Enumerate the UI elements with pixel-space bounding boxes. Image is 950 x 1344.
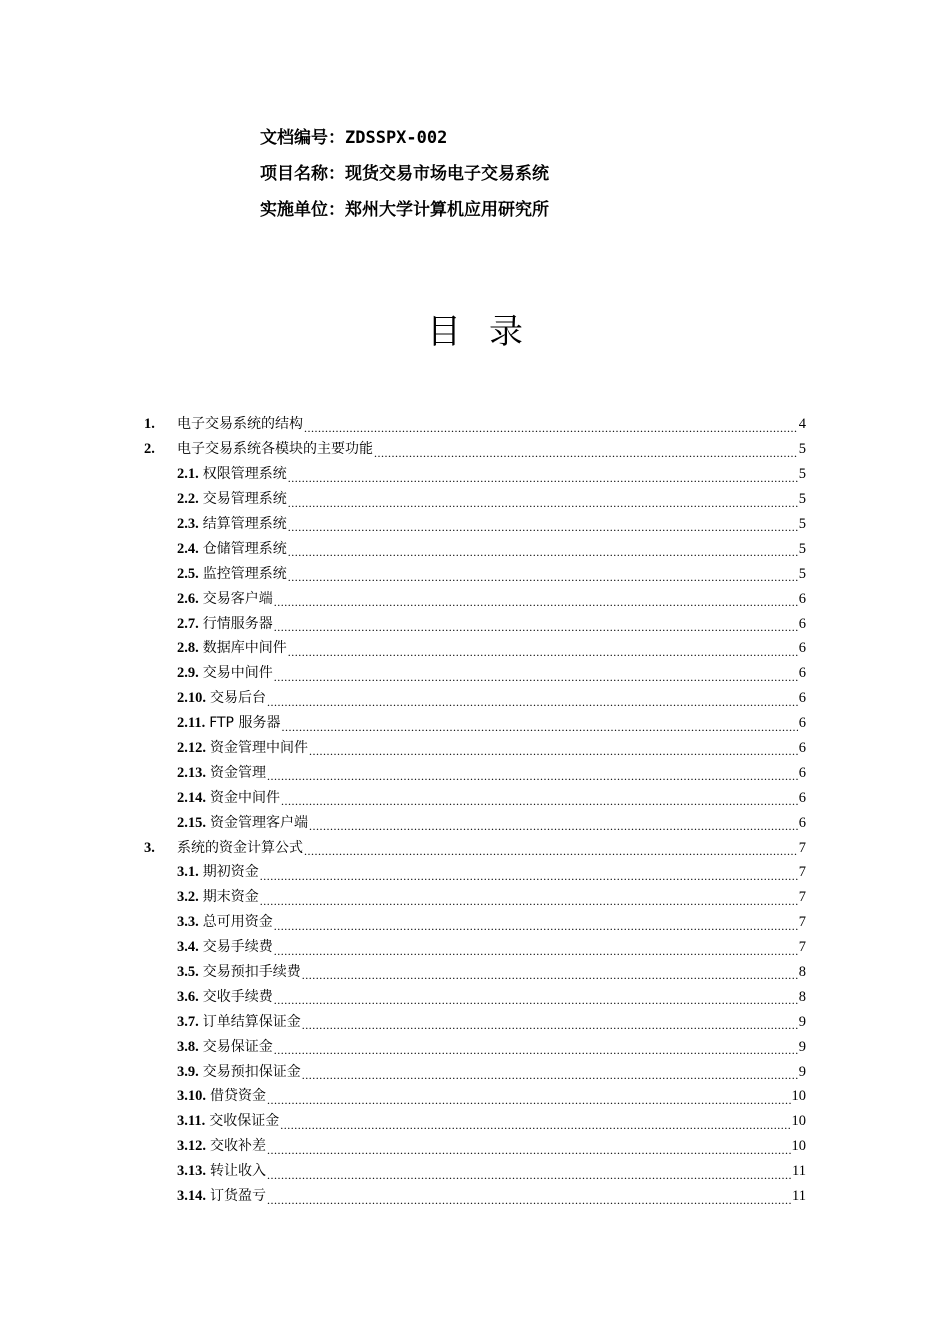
toc-entry-title: 交易管理系统: [202, 491, 287, 508]
toc-entry-title: 行情服务器: [202, 615, 273, 632]
toc-entry-page-number: 10: [791, 1113, 806, 1130]
toc-entry-page-number: 7: [798, 839, 806, 856]
toc-entry-number: 2.8.: [177, 640, 199, 657]
toc-entry[interactable]: [144, 711, 806, 736]
toc-entry-number: 3.3.: [177, 914, 199, 931]
toc-entry[interactable]: [144, 437, 806, 462]
toc-entry-title: 交收手续费: [202, 988, 273, 1005]
toc-entry-page-number: 6: [798, 615, 806, 632]
toc-dot-leader: [274, 1043, 798, 1059]
toc-entry-number: 2.6.: [177, 590, 199, 607]
toc-entry-page-number: 6: [798, 590, 806, 607]
toc-entry-page-number: 8: [798, 988, 806, 1005]
toc-entry-number: 3.: [144, 839, 155, 856]
toc-entry-number: 2.4.: [177, 540, 199, 557]
toc-entry-number: 2.10.: [177, 690, 206, 707]
toc-entry-number: 2.15.: [177, 814, 206, 831]
toc-dot-leader: [267, 1193, 791, 1209]
toc-dot-leader: [304, 844, 798, 860]
toc-entry-number: 2.13.: [177, 764, 206, 781]
toc-dot-leader: [302, 1068, 798, 1084]
toc-entry-title: 期初资金: [202, 864, 259, 881]
toc-entry-number: 3.8.: [177, 1038, 199, 1055]
toc-entry[interactable]: [144, 561, 806, 586]
toc-dot-leader: [288, 520, 798, 536]
toc-entry-number: 3.9.: [177, 1063, 199, 1080]
toc-entry-page-number: 8: [798, 964, 806, 981]
toc-entry-page-number: 6: [798, 715, 806, 732]
toc-entry-page-number: 4: [798, 416, 806, 433]
toc-dot-leader: [288, 570, 798, 586]
toc-entry-title: 订单结算保证金: [202, 1013, 301, 1030]
toc-dot-leader: [281, 794, 798, 810]
toc-entry-page-number: 11: [792, 1188, 806, 1205]
toc-entry[interactable]: [144, 736, 806, 761]
toc-dot-leader: [374, 446, 798, 462]
toc-entry[interactable]: [144, 910, 806, 935]
toc-entry-page-number: 5: [798, 540, 806, 557]
toc-entry-page-number: 6: [798, 789, 806, 806]
toc-entry[interactable]: [144, 1109, 806, 1134]
toc-entry-number: 3.12.: [177, 1138, 206, 1155]
toc-entry-page-number: 6: [798, 640, 806, 657]
toc-dot-leader: [288, 471, 798, 487]
toc-entry-page-number: 9: [798, 1013, 806, 1030]
toc-entry[interactable]: [144, 885, 806, 910]
implementing-unit-line: [260, 199, 549, 235]
toc-dot-leader: [260, 894, 798, 910]
toc-entry-title: 仓储管理系统: [202, 540, 287, 557]
toc-entry-number: 3.2.: [177, 889, 199, 906]
toc-entry-page-number: 6: [798, 740, 806, 757]
toc-dot-leader: [274, 919, 798, 935]
toc-entry-page-number: 9: [798, 1038, 806, 1055]
toc-entry[interactable]: [144, 611, 806, 636]
toc-entry-number: 2.7.: [177, 615, 199, 632]
doc-number-line: [260, 127, 549, 163]
toc-entry-title: 权限管理系统: [202, 466, 287, 483]
toc-entry-title: 交易中间件: [202, 665, 273, 682]
toc-entry-page-number: 5: [798, 441, 806, 458]
toc-entry-title: 资金中间件: [210, 789, 280, 806]
toc-entry-page-number: 10: [791, 1138, 806, 1155]
toc-entry[interactable]: [144, 686, 806, 711]
toc-entry[interactable]: [144, 1059, 806, 1084]
toc-entry-number: 2.12.: [177, 740, 206, 757]
toc-entry[interactable]: [144, 835, 806, 860]
toc-title: 目录: [427, 312, 551, 352]
toc-entry-number: 2.2.: [177, 491, 199, 508]
toc-dot-leader: [260, 869, 798, 885]
toc-entry-page-number: 10: [791, 1088, 806, 1105]
toc-entry-title: 电子交易系统各模块的主要功能: [177, 441, 373, 458]
toc-entry[interactable]: [144, 935, 806, 960]
toc-entry[interactable]: [144, 661, 806, 686]
toc-entry-number: 3.7.: [177, 1013, 199, 1030]
toc-entry-title: 订货盈亏: [210, 1188, 266, 1205]
toc-entry-number: 3.4.: [177, 939, 199, 956]
toc-dot-leader: [281, 720, 797, 736]
toc-entry[interactable]: [144, 536, 806, 561]
doc-number-value: ZDSSPX-002: [345, 128, 448, 148]
toc-entry-page-number: 7: [798, 939, 806, 956]
project-name-line: [260, 163, 549, 199]
toc-entry-page-number: 6: [798, 665, 806, 682]
project-name-value: 现货交易市场电子交易系统: [345, 164, 549, 184]
toc-entry-number: 2.11.: [177, 715, 206, 732]
toc-entry-number: 2.: [144, 441, 155, 458]
toc-entry[interactable]: [144, 487, 806, 512]
toc-entry-title: 电子交易系统的结构: [177, 416, 303, 433]
toc-entry-number: 3.10.: [177, 1088, 206, 1105]
toc-entry-page-number: 5: [798, 491, 806, 508]
toc-dot-leader: [309, 744, 798, 760]
toc-entry-number: 2.3.: [177, 516, 199, 532]
toc-entry-title: 交易后台: [210, 690, 266, 707]
toc-entry-page-number: 9: [798, 1063, 806, 1080]
toc-entry-title: 交易预扣手续费: [202, 964, 301, 981]
toc-entry-page-number: 5: [798, 565, 806, 582]
toc-dot-leader: [274, 620, 798, 636]
toc-dot-leader: [280, 1118, 790, 1134]
toc-entry[interactable]: [144, 960, 806, 985]
toc-entry-page-number: 7: [798, 864, 806, 881]
toc-dot-leader: [267, 1143, 791, 1159]
toc-entry-number: 3.6.: [177, 988, 199, 1005]
toc-entry-number: 2.14.: [177, 789, 206, 806]
toc-entry-number: 3.11.: [177, 1113, 206, 1130]
toc-entry[interactable]: [144, 810, 806, 835]
toc-entry[interactable]: [144, 785, 806, 810]
toc-entry-title: 资金管理客户端: [210, 814, 308, 831]
toc-entry-page-number: 11: [792, 1163, 806, 1180]
toc-entry-title: 结算管理系统: [202, 516, 287, 532]
toc-entry[interactable]: [144, 860, 806, 885]
toc-entry-number: 3.14.: [177, 1188, 206, 1205]
toc-entry[interactable]: [144, 984, 806, 1009]
toc-entry-number: 3.5.: [177, 964, 199, 981]
toc-entry[interactable]: [144, 1084, 806, 1109]
implementing-unit-value: 郑州大学计算机应用研究所: [345, 200, 549, 220]
toc-entry-title: 系统的资金计算公式: [177, 839, 303, 856]
toc-entry-title: 交收保证金: [209, 1113, 280, 1130]
toc-entry[interactable]: [144, 1159, 806, 1184]
toc-entry-title: 监控管理系统: [202, 565, 287, 582]
toc-entry-number: 2.1.: [177, 466, 199, 483]
toc-entry-page-number: 6: [798, 764, 806, 781]
project-name-label: 项目名称：: [260, 164, 345, 184]
toc-dot-leader: [274, 595, 798, 611]
toc-entry-title: 数据库中间件: [202, 640, 287, 657]
toc-entry-page-number: 7: [798, 914, 806, 931]
toc-entry[interactable]: [144, 1134, 806, 1159]
toc-dot-leader: [288, 645, 798, 661]
toc-dot-leader: [302, 968, 798, 984]
toc-entry-title: 资金管理: [210, 764, 266, 781]
toc-entry-number: 3.13.: [177, 1163, 206, 1180]
toc-entry-page-number: 7: [798, 889, 806, 906]
toc-entry-title: 转让收入: [210, 1163, 266, 1180]
toc-entry-page-number: 5: [798, 516, 806, 532]
toc-dot-leader: [274, 944, 798, 960]
toc-entry-title: 交易客户端: [202, 590, 273, 607]
toc-entry[interactable]: [144, 512, 806, 537]
toc-entry[interactable]: [144, 586, 806, 611]
toc-entry-page-number: 5: [798, 466, 806, 483]
toc-dot-leader: [288, 496, 798, 512]
toc-dot-leader: [267, 769, 798, 785]
toc-entry-title: 期末资金: [202, 889, 259, 906]
toc-entry[interactable]: [144, 760, 806, 785]
toc-entry-title: 总可用资金: [202, 914, 273, 931]
table-of-contents: [144, 412, 806, 1209]
toc-dot-leader: [267, 695, 798, 711]
toc-dot-leader: [274, 670, 798, 686]
toc-entry-title: 交收补差: [210, 1138, 266, 1155]
toc-entry-number: 2.5.: [177, 565, 199, 582]
document-header: [260, 127, 549, 235]
implementing-unit-label: 实施单位：: [260, 200, 345, 220]
toc-dot-leader: [304, 421, 798, 437]
toc-entry[interactable]: [144, 1034, 806, 1059]
toc-dot-leader: [302, 1018, 798, 1034]
toc-entry-title: 交易手续费: [202, 939, 273, 956]
doc-number-label: 文档编号：: [260, 128, 345, 148]
toc-entry[interactable]: [144, 412, 806, 437]
toc-entry-title: 交易预扣保证金: [202, 1063, 301, 1080]
toc-dot-leader: [267, 1168, 791, 1184]
toc-entry-number: 3.1.: [177, 864, 199, 881]
toc-dot-leader: [274, 993, 798, 1009]
toc-entry[interactable]: [144, 462, 806, 487]
toc-entry-title: FTP 服务器: [209, 715, 281, 732]
toc-dot-leader: [267, 1093, 791, 1109]
toc-dot-leader: [309, 819, 798, 835]
toc-entry-title: 交易保证金: [202, 1038, 273, 1055]
toc-entry-number: 2.9.: [177, 665, 199, 682]
toc-entry-title: 资金管理中间件: [210, 740, 308, 757]
toc-entry[interactable]: [144, 636, 806, 661]
toc-entry-page-number: 6: [798, 690, 806, 707]
toc-entry-title: 借贷资金: [210, 1088, 266, 1105]
toc-entry-page-number: 6: [798, 814, 806, 831]
toc-dot-leader: [288, 545, 798, 561]
toc-entry[interactable]: [144, 1009, 806, 1034]
toc-entry[interactable]: [144, 1184, 806, 1209]
toc-entry-number: 1.: [144, 416, 155, 433]
